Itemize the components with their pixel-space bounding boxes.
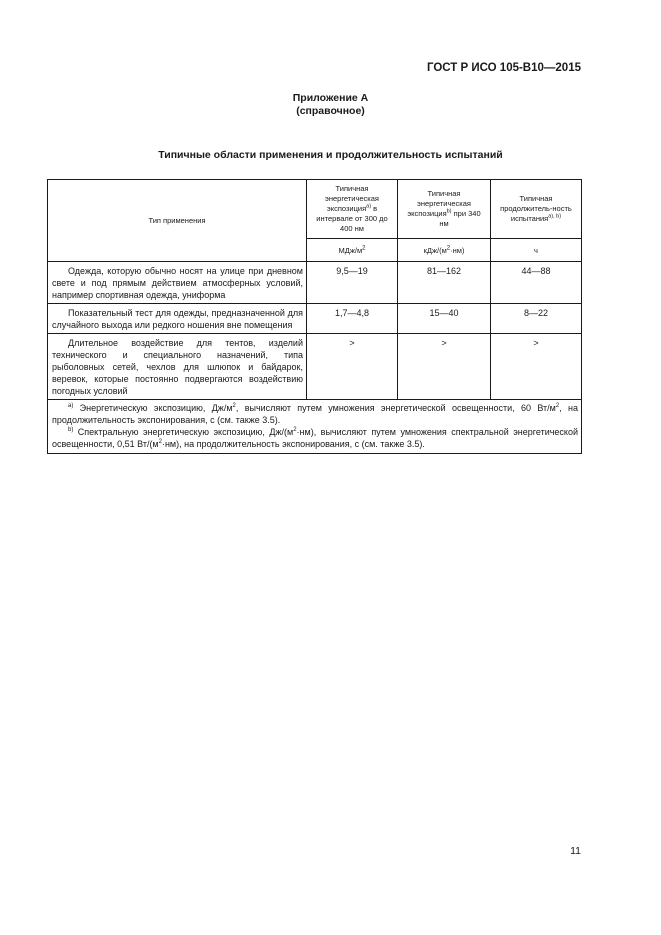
note-sup: 2	[293, 427, 297, 433]
note-b	[52, 426, 578, 450]
column-header-text: Типичная энергетическая экспозиция	[407, 189, 471, 218]
column-header-text: Типичная энергетическая экспозиция	[325, 184, 379, 213]
note-text: Спектральную энергетическую экспозицию, Дж/(м	[73, 427, 294, 437]
column-header-text: при 340 нм	[439, 209, 481, 228]
note-text: ·нм), вычисляют путем умножения спектральной энергетической освещенности, 0,51 Вт/(м	[52, 427, 578, 449]
unit-sup: 2	[446, 245, 451, 251]
table-row	[48, 262, 582, 304]
note-text: ·нм), на продолжительность экспонирования, с (см. также 3.5).	[161, 439, 425, 449]
table-notes	[48, 400, 582, 454]
annex-heading	[0, 92, 661, 118]
annex-subtitle: (справочное)	[296, 105, 365, 117]
value-cell: 15—40	[398, 304, 491, 334]
note-sup: 2	[158, 439, 162, 445]
column-header-exposure-300-400	[307, 180, 398, 239]
application-type-cell: Длительное воздействие для тентов, изделий технического и специального назначений, типа рыболовных сетей, чехлов для шлюпок и байдарок, веревок, которые постоянно подвергаются воздействию погодных условий	[48, 334, 307, 400]
value-cell: >	[398, 334, 491, 400]
application-type-cell: Показательный тест для одежды, предназначенной для случайного выхода или редкого ношения вне помещения	[48, 304, 307, 334]
column-header-text: в интервале от 300 до 400 нм	[316, 204, 388, 233]
value-cell: 44—88	[491, 262, 582, 304]
value-cell: 8—22	[491, 304, 582, 334]
unit-text: ·нм)	[450, 245, 465, 255]
column-header-duration	[491, 180, 582, 239]
table-row	[48, 334, 582, 400]
document-code: ГОСТ Р ИСО 105-B10—2015	[426, 62, 581, 74]
column-header-text: Типичная продолжитель-ность испытания	[500, 194, 572, 223]
unit-text: МДж/м	[338, 245, 363, 255]
value-cell: 1,7—4,8	[307, 304, 398, 334]
page-number: 11	[570, 845, 581, 857]
unit-sup: 2	[362, 245, 366, 251]
value-cell: >	[307, 334, 398, 400]
note-text: , вычисляют путем умножения энергетической освещенности, 60 Вт/м	[235, 403, 556, 413]
footnote-ref: b)	[446, 208, 452, 215]
note-marker: b)	[68, 427, 74, 433]
annex-title: Приложение А	[292, 92, 369, 104]
value-cell: >	[491, 334, 582, 400]
application-type-cell: Одежда, которую обычно носят на улице при дневном свете и под прямым действием атмосферных условий, например спортивная одежда, униформа	[48, 262, 307, 304]
table-header-row	[48, 180, 582, 239]
application-table	[47, 179, 582, 454]
note-marker: a)	[68, 403, 74, 409]
value-cell: 81—162	[398, 262, 491, 304]
column-header-type	[48, 180, 307, 262]
footnote-ref: a), b)	[548, 213, 562, 220]
note-sup: 2	[555, 403, 560, 409]
column-header-type-label: Тип применения	[148, 215, 206, 225]
note-sup: 2	[232, 403, 236, 409]
unit-text: ч	[534, 245, 538, 255]
footnote-ref: a)	[366, 203, 372, 210]
note-text: , на продолжительность экспонирования, с (см. также 3.5).	[52, 403, 578, 425]
table-row	[48, 304, 582, 334]
unit-cell	[398, 239, 491, 262]
unit-cell	[491, 239, 582, 262]
column-header-exposure-340	[398, 180, 491, 239]
section-title: Типичные области применения и продолжительность испытаний	[158, 149, 503, 161]
note-a	[52, 402, 578, 426]
value-cell: 9,5—19	[307, 262, 398, 304]
table-notes-row	[48, 400, 582, 454]
note-text: Энергетическую экспозицию, Дж/м	[73, 403, 233, 413]
unit-cell	[307, 239, 398, 262]
unit-text: кДж/(м	[423, 245, 447, 255]
